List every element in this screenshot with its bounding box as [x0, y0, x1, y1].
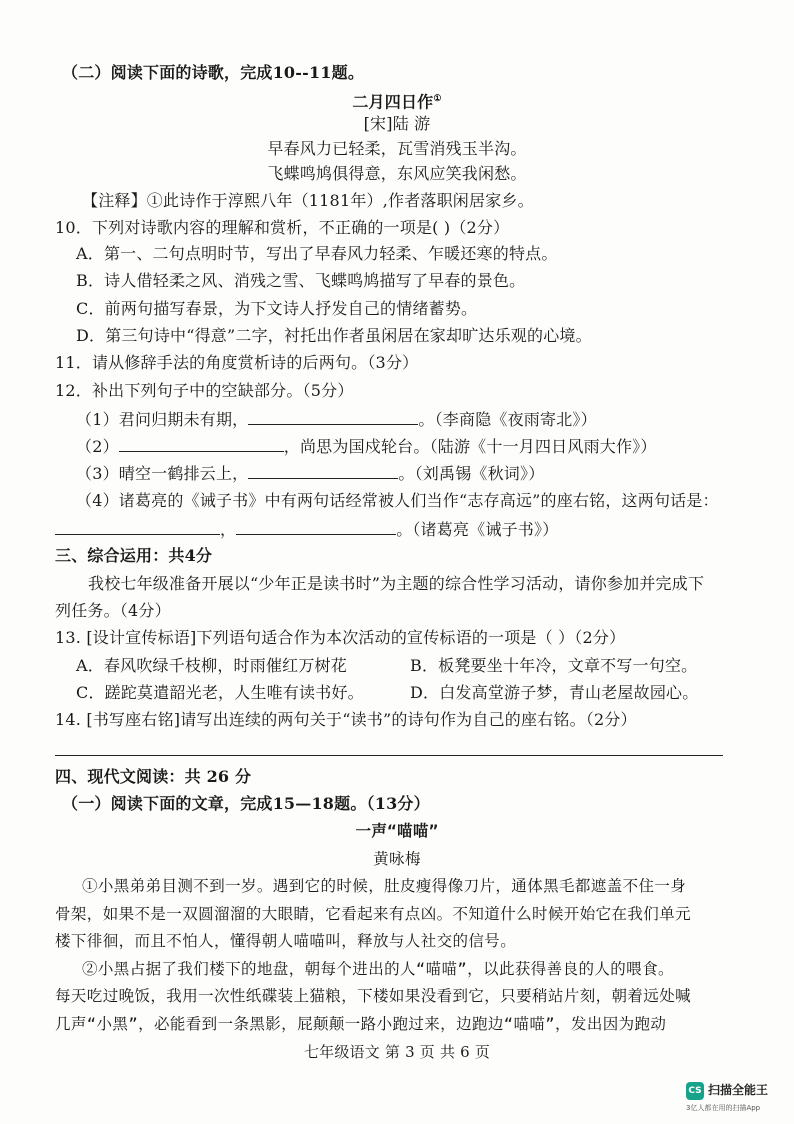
- q12-item-4-separator: ，: [220, 520, 237, 539]
- q10-option-c: C．前两句描写春景，为下文诗人抒发自己的情绪蓄势。: [76, 299, 478, 318]
- essay-p2-line-2: 每天吃过晚饭，我用一次性纸碟装上猫粮，下楼如果没看到它，只要稍站片刻，朝着远处喊: [55, 987, 692, 1005]
- section4-heading: 四、现代文阅读：共 26 分: [55, 767, 252, 786]
- q14-answer-line[interactable]: [55, 755, 723, 756]
- answer-blank[interactable]: [236, 518, 396, 535]
- poem-note-mark: ①: [433, 94, 442, 104]
- q10-stem: 10．下列对诗歌内容的理解和赏析，不正确的一项是( )（2分）: [55, 218, 510, 237]
- poem-author: [宋]陆 游: [363, 114, 431, 133]
- answer-blank[interactable]: [119, 435, 284, 452]
- q13-option-a: A．春风吹绿千枝柳，时雨催红万树花: [76, 656, 347, 675]
- q12-item-3-prefix: （3）晴空一鹤排云上，: [76, 464, 249, 483]
- q12-item-3: [76, 462, 544, 485]
- q13-option-d: D．白发高堂游子梦，青山老屋故园心。: [410, 683, 699, 702]
- answer-blank[interactable]: [55, 518, 220, 535]
- q10-option-d: D．第三句诗中“得意”二字，衬托出作者虽闲居在家却旷达乐观的心境。: [76, 326, 592, 345]
- poem-annotation: 【注释】①此诗作于淳熙八年（1181年）,作者落职闲居家乡。: [82, 191, 534, 210]
- poem-line-1: 早春风力已轻柔，瓦雪消残玉半沟。: [267, 139, 527, 158]
- essay-author: 黄咏梅: [373, 850, 421, 868]
- watermark-tagline: 3亿人都在用的扫描App: [686, 1104, 761, 1112]
- q11-stem: 11．请从修辞手法的角度赏析诗的后两句。（3分）: [55, 353, 419, 372]
- essay-p1-line-2: 骨架，如果不是一双圆溜溜的大眼睛，它看起来有点凶。不知道什么时候开始它在我们单元: [55, 905, 692, 923]
- poem-title: [0, 88, 794, 113]
- q12-item-4-suffix: 。（诸葛亮《诫子书》）: [396, 520, 559, 539]
- part2-heading: （二）阅读下面的诗歌，完成10--11题。: [62, 63, 365, 82]
- q12-item-3-suffix: 。（刘禹锡《秋词》）: [398, 464, 545, 483]
- essay-p1-line-3: 楼下徘徊，而且不怕人，懂得朝人喵喵叫，释放与人社交的信号。: [55, 932, 517, 950]
- q13-option-b: B．板凳要坐十年冷，文章不写一句空。: [410, 656, 698, 675]
- poem-title-text: 二月四日作: [352, 92, 434, 112]
- q13-option-c: C．蹉跎莫遣韶光老，人生唯有读书好。: [76, 683, 364, 702]
- q12-item-1-prefix: （1）君问归期未有期，: [76, 410, 249, 429]
- q12-item-2-prefix: （2）: [76, 437, 119, 456]
- essay-p1-line-1: ①小黑弟弟目测不到一岁。遇到它的时候，肚皮瘦得像刀片，通体黑毛都遮盖不住一身: [82, 877, 687, 895]
- q12-item-1-suffix: 。（李商隐《夜雨寄北》）: [418, 410, 597, 429]
- section3-intro-line-2: 列任务。（4分）: [55, 601, 171, 620]
- answer-blank[interactable]: [248, 408, 418, 425]
- poem-line-2: 飞蝶鸣鸠俱得意，东风应笑我闲愁。: [267, 164, 527, 183]
- essay-title: 一声“喵喵”: [355, 822, 439, 840]
- q10-option-b: B．诗人借轻柔之风、消残之雪、飞蝶鸣鸠描写了早春的景色。: [76, 271, 526, 290]
- essay-p2-line-1: ②小黑占据了我们楼下的地盘，朝每个进出的人“喵喵”，以此获得善良的人的喂食。: [82, 960, 674, 978]
- q12-item-1: [76, 408, 597, 431]
- page-footer: 七年级语文 第 3 页 共 6 页: [303, 1043, 491, 1061]
- q10-option-a: A．第一、二句点明时节，写出了早春风力轻柔、乍暖还寒的特点。: [76, 244, 558, 263]
- q12-stem: 12．补出下列句子中的空缺部分。（5分）: [55, 381, 354, 400]
- q12-item-2-suffix: ，尚思为国戍轮台。（陆游《十一月四日风雨大作》）: [283, 437, 657, 456]
- answer-blank[interactable]: [248, 462, 398, 479]
- q12-item-2: [76, 435, 657, 458]
- section3-heading: 三、综合运用：共4分: [55, 546, 213, 565]
- q13-stem: 13. [设计宣传标语]下列语句适合作为本次活动的宣传标语的一项是（ ）（2分）: [55, 628, 626, 647]
- q12-item-4-line-1: （4）诸葛亮的《诫子书》中有两句话经常被人们当作“志存高远”的座右铭，这两句话是：: [76, 491, 719, 510]
- q14-stem: 14. [书写座右铭]请写出连续的两句关于“读书”的诗句作为自己的座右铭。（2分）: [55, 710, 637, 729]
- essay-p2-line-3: 几声“小黑”，必能看到一条黑影，屁颠颠一路小跑过来，边跑边“喵喵”，发出因为跑动: [55, 1015, 667, 1033]
- scanner-watermark: [686, 1080, 790, 1120]
- watermark-app-name: 扫描全能王: [708, 1083, 769, 1097]
- q12-item-4-line-2: [55, 518, 558, 541]
- section3-intro-line-1: 我校七年级准备开展以“少年正是读书时”为主题的综合性学习活动，请你参加并完成下: [88, 574, 705, 593]
- camscanner-logo-icon: CS: [686, 1082, 704, 1100]
- section4-subheading: （一）阅读下面的文章，完成15—18题。（13分）: [62, 794, 430, 813]
